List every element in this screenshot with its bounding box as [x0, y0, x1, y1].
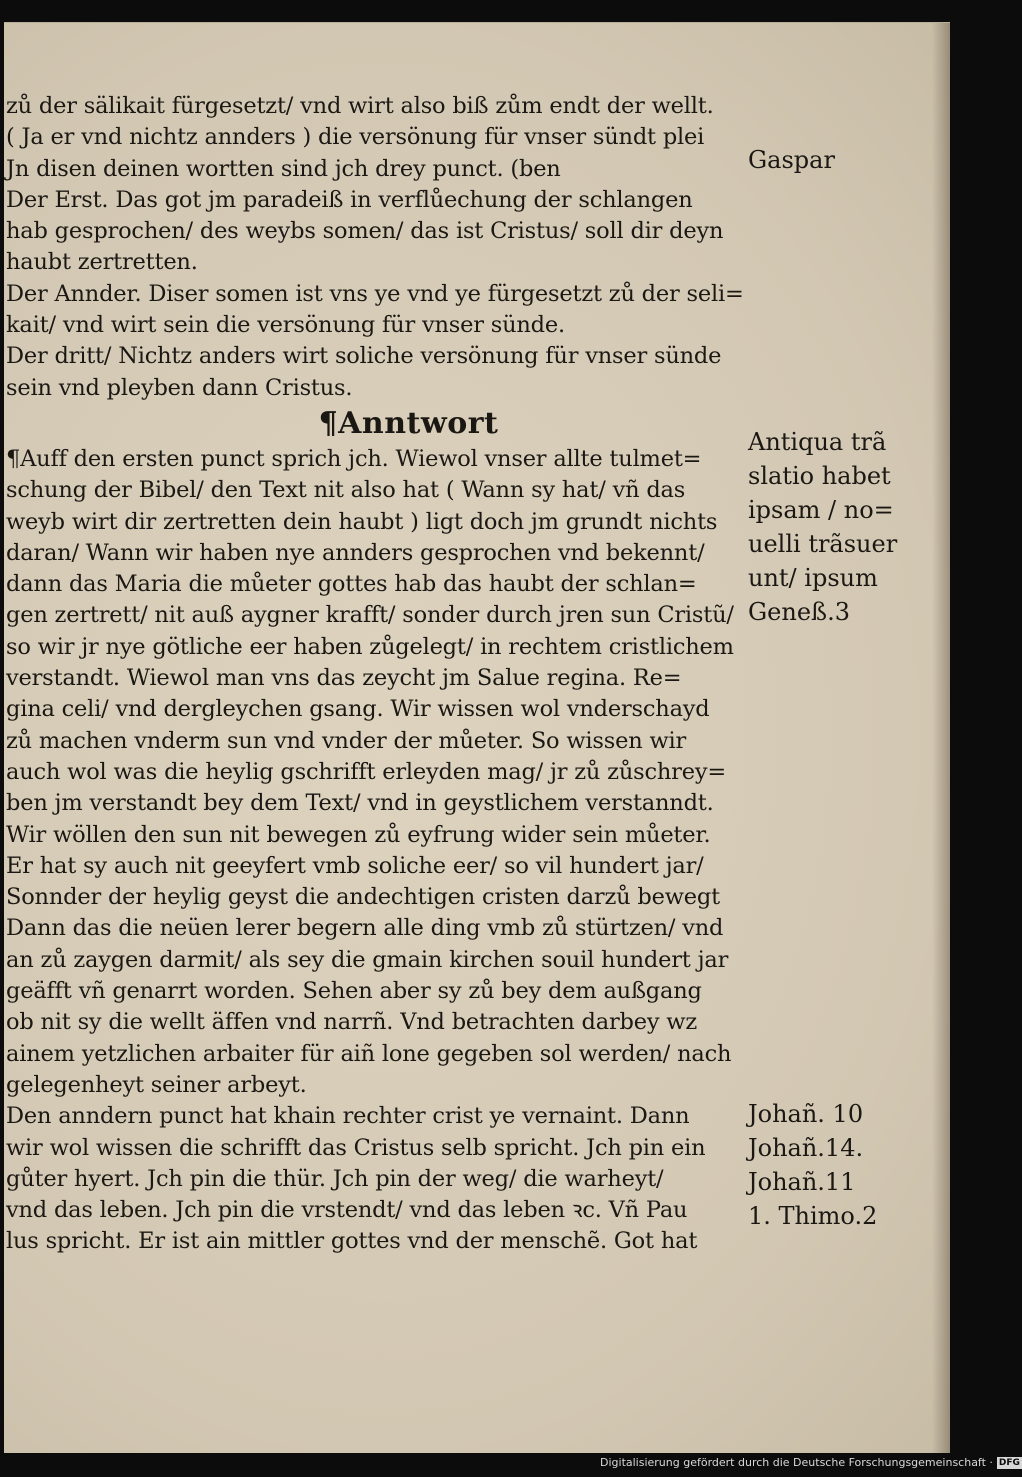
text-line: Der dritt/ Nichtz anders wirt soliche versönung für vnser sünde [6, 343, 722, 370]
margin-note-gaspar: Gaspar [748, 146, 835, 174]
page-edge-shadow [932, 23, 950, 1453]
text-line: lus spricht. Er ist ain mittler gottes vnd der menschẽ. Got hat [6, 1228, 698, 1255]
text-line: Sonnder der heylig geyst die andechtigen cristen darzů bewegt [6, 884, 720, 911]
margin-note-line: uelli trãsuer [748, 530, 898, 558]
margin-note-line: Geneß.3 [748, 598, 850, 626]
text-line: auch wol was die heylig gschrifft erleyden mag/ jr zů zůschrey= [6, 758, 726, 785]
text-line: verstandt. Wiewol man vns das zeycht jm Salue regina. Re= [6, 665, 682, 692]
text-line: Der Erst. Das got jm paradeiß in verflůechung der schlangen [6, 186, 693, 213]
main-text-block [6, 91, 744, 1258]
text-line: vnd das leben. Jch pin die vrstendt/ vnd das leben ꝛc. Vñ Pau [6, 1197, 688, 1224]
text-line: haubt zertretten. [6, 249, 198, 276]
text-line: kait/ vnd wirt sein die versönung für vnser sünde. [6, 312, 565, 339]
text-line: geäfft vñ genarrt worden. Sehen aber sy zů bey dem außgang [6, 978, 702, 1005]
text-line: so wir jr nye götliche eer haben zůgelegt/ in rechtem cristlichem [6, 633, 734, 660]
margin-note-line: Antiqua trã [748, 428, 887, 456]
text-line: ¶Auff den ersten punct sprich jch. Wiewol vnser allte tulmet= [6, 445, 702, 472]
text-line: Jn disen deinen wortten sind jch drey punct. (ben [6, 155, 561, 182]
pilcrow-icon: ¶ [6, 445, 21, 472]
text-line: gelegenheyt seiner arbeyt. [6, 1071, 307, 1098]
text-line: Der Annder. Diser somen ist vns ye vnd ye fürgesetzt zů der seli= [6, 280, 744, 307]
funding-footer [600, 1456, 1022, 1470]
text-line: daran/ Wann wir haben nye annders gesprochen vnd bekennt/ [6, 539, 705, 566]
margin-note-line: unt/ ipsum [748, 564, 878, 592]
text-line: ( Ja er vnd nichtz annders ) die versönung für vnser sündt plei [6, 124, 705, 151]
text-line: sein vnd pleyben dann Cristus. [6, 374, 353, 401]
text-line: zů machen vnderm sun vnd vnder der můeter. So wissen wir [6, 727, 687, 754]
text-line: ob nit sy die wellt äffen vnd narrñ. Vnd betrachten darbey wz [6, 1009, 698, 1036]
section-heading: ¶Anntwort [318, 405, 499, 441]
margin-note-line: ipsam / no= [748, 496, 894, 524]
book-page [4, 22, 950, 1453]
text-line: ben jm verstandt bey dem Text/ vnd in geystlichem verstanndt. [6, 790, 714, 817]
margin-note-line: 1. Thimo.2 [748, 1202, 878, 1230]
margin-note-line: Johañ. 10 [748, 1100, 864, 1128]
footer-text: Digitalisierung gefördert durch die Deutsche Forschungsgemeinschaft · [600, 1456, 993, 1469]
text-line: gůter hyert. Jch pin die thür. Jch pin der weg/ die warheyt/ [6, 1165, 664, 1192]
margin-note-refs [748, 1097, 877, 1233]
dfg-logo-icon: DFG [998, 1458, 1020, 1468]
text-line: Den anndern punct hat khain rechter crist ye vernaint. Dann [6, 1103, 690, 1130]
text-line: wir wol wissen die schrifft das Cristus selb spricht. Jch pin ein [6, 1134, 706, 1161]
text-line: dann das Maria die můeter gottes hab das haubt der schlan= [6, 571, 697, 598]
margin-note-antiqua [748, 425, 897, 629]
margin-note-line: Johañ.14. [748, 1134, 864, 1162]
text-line: Dann das die neüen lerer begern alle ding vmb zů stürtzen/ vnd [6, 915, 724, 942]
text-line: weyb wirt dir zertretten dein haubt ) ligt doch jm grundt nichts [6, 508, 718, 535]
text-line: Er hat sy auch nit geeyfert vmb soliche eer/ so vil hundert jar/ [6, 852, 704, 879]
text-line: Wir wöllen den sun nit bewegen zů eyfrung wider sein můeter. [6, 821, 711, 848]
pilcrow-icon: ¶ [318, 405, 339, 441]
text-line: schung der Bibel/ den Text nit also hat ( Wann sy hat/ vñ das [6, 477, 686, 504]
text-line: hab gesprochen/ des weybs somen/ das ist Cristus/ soll dir deyn [6, 218, 724, 245]
margin-note-line: Johañ.11 [748, 1168, 856, 1196]
text-line: zů der sälikait fürgesetzt/ vnd wirt also biß zům endt der wellt. [6, 93, 714, 119]
text-line: an zů zaygen darmit/ als sey die gmain kirchen souil hundert jar [6, 946, 729, 973]
margin-note-line: slatio habet [748, 462, 891, 490]
text-line: ainem yetzlichen arbaiter für aiñ lone gegeben sol werden/ nach [6, 1040, 732, 1067]
text-line: gina celi/ vnd dergleychen gsang. Wir wissen wol vnderschayd [6, 696, 710, 723]
text-line: gen zertrett/ nit auß aygner krafft/ sonder durch jren sun Cristũ/ [6, 602, 734, 629]
